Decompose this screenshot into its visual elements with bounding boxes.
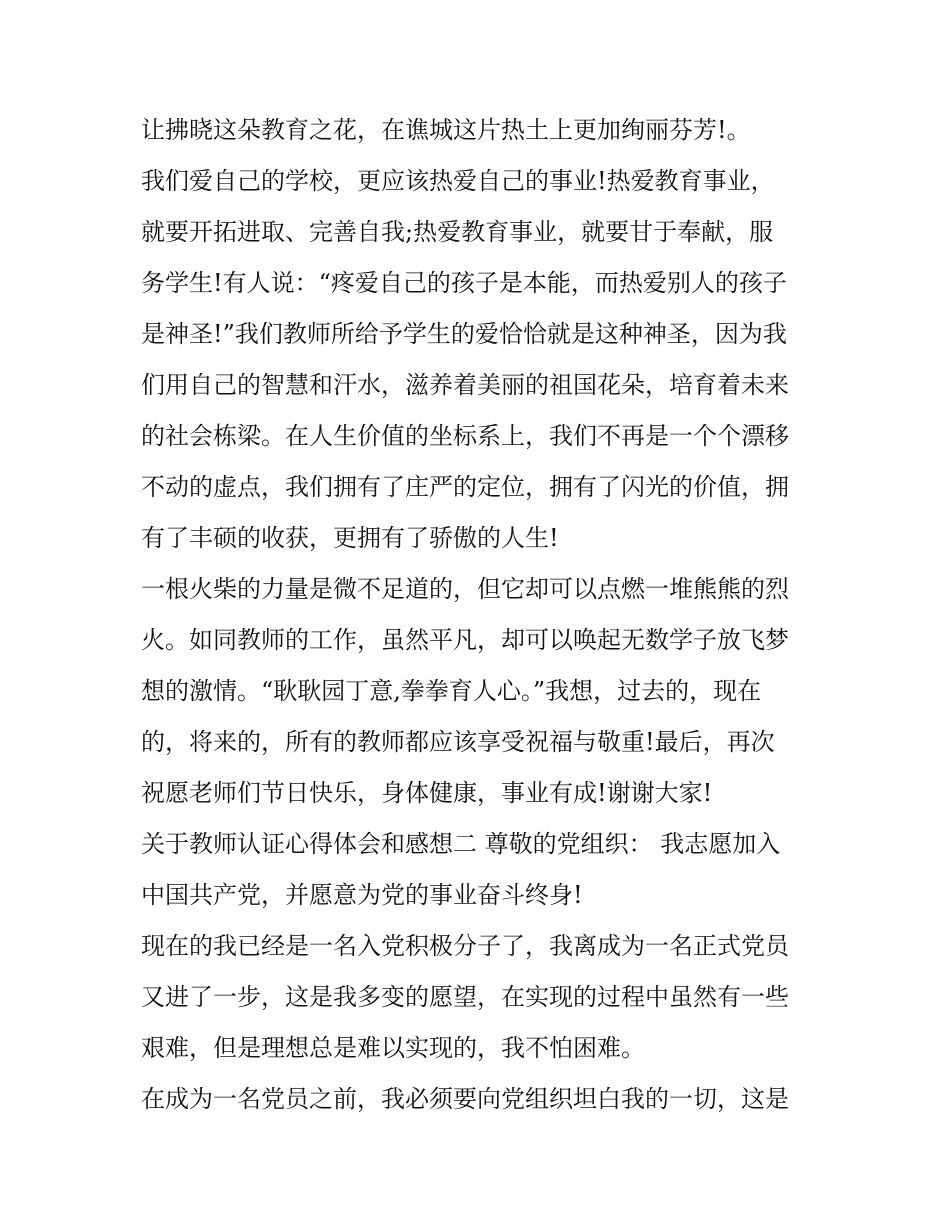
text-line: 现在的我已经是一名入党积极分子了，我离成为一名正式党员: [141, 932, 789, 960]
document-body: [141, 112, 821, 1132]
text-line: 就要开拓进取、完善自我;热爱教育事业，就要甘于奉献，服: [141, 218, 774, 246]
text-line: 艰难，但是理想总是难以实现的，我不怕困难。: [141, 1034, 645, 1062]
text-line: 务学生!有人说：“疼爱自己的孩子是本能，而热爱别人的孩子: [141, 269, 787, 297]
text-line: 祝愿老师们节日快乐，身体健康，事业有成!谢谢大家!: [141, 779, 713, 807]
text-line: 一根火柴的力量是微不足道的，但它却可以点燃一堆熊熊的烈: [141, 575, 789, 603]
text-line: 想的激情。“耿耿园丁意,拳拳育人心。”我想，过去的，现在: [141, 677, 762, 705]
section-heading-line: 关于教师认证心得体会和感想二 尊敬的党组织： 我志愿加入: [141, 830, 781, 858]
text-line: 有了丰硕的收获，更拥有了骄傲的人生!: [141, 524, 559, 552]
text-line: 们用自己的智慧和汗水，滋养着美丽的祖国花朵，培育着未来: [141, 371, 789, 399]
text-line: 让拂晓这朵教育之花，在谯城这片热土上更加绚丽芬芳!。: [141, 116, 751, 144]
text-line: 的社会栋梁。在人生价值的坐标系上，我们不再是一个个漂移: [141, 422, 789, 450]
text-line: 不动的虚点，我们拥有了庄严的定位，拥有了闪光的价值，拥: [141, 473, 789, 501]
text-line: 是神圣!”我们教师所给予学生的爱恰恰就是这种神圣，因为我: [141, 320, 787, 348]
text-line: 的，将来的，所有的教师都应该享受祝福与敬重!最后，再次: [141, 728, 775, 756]
text-line: 中国共产党，并愿意为党的事业奋斗终身!: [141, 881, 583, 909]
text-line: 火。如同教师的工作，虽然平凡，却可以唤起无数学子放飞梦: [141, 626, 789, 654]
text-line: 我们爱自己的学校，更应该热爱自己的事业!热爱教育事业，: [141, 167, 775, 195]
text-line: 又进了一步，这是我多变的愿望，在实现的过程中虽然有一些: [141, 983, 789, 1011]
text-line: 在成为一名党员之前，我必须要向党组织坦白我的一切，这是: [141, 1085, 789, 1113]
